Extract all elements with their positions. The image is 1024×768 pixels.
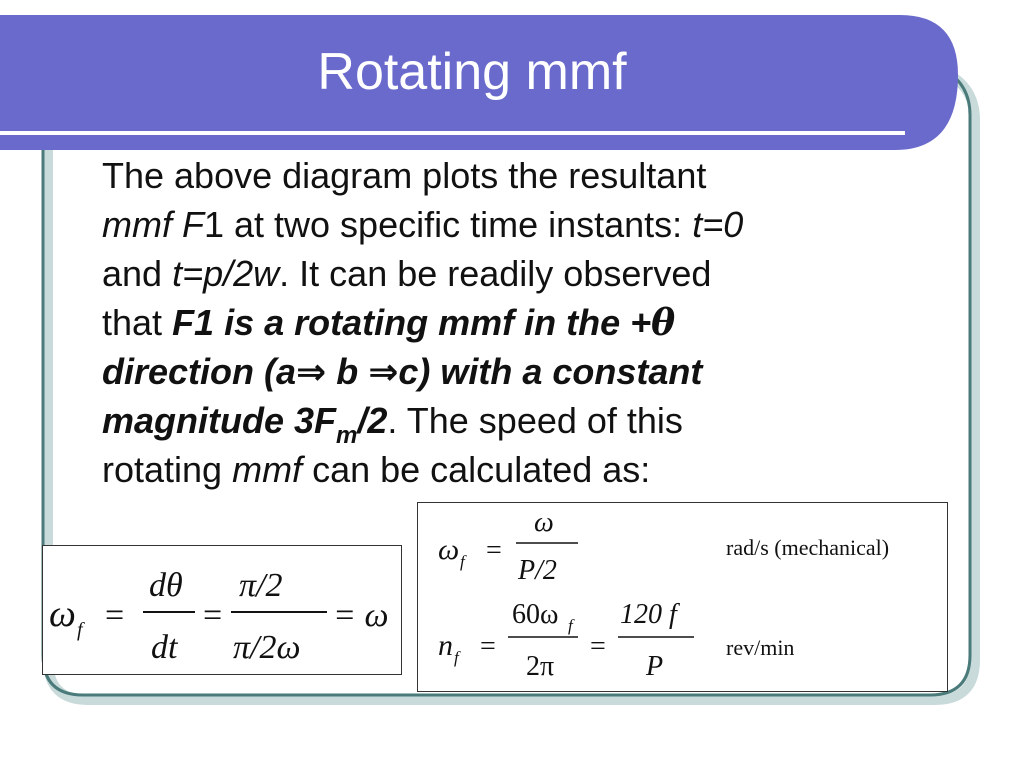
angular-speed-formula (438, 507, 889, 586)
text-run: 1 at two specific time instants: (203, 204, 693, 245)
text-run: mmf F (102, 204, 204, 245)
body-line-3 (102, 249, 902, 298)
text-run: mmf (232, 449, 303, 490)
text-run: b (326, 351, 369, 392)
body-line-1 (102, 151, 902, 200)
fraction-numerator: ω (534, 507, 554, 538)
text-run: that (102, 302, 173, 343)
theta-symbol: θ (651, 302, 676, 344)
text-run: c) with a constant (398, 351, 703, 392)
body-paragraph (102, 151, 902, 494)
n-symbol: n (438, 629, 453, 662)
implies-arrow-icon: ⇒ (296, 352, 327, 393)
fraction-numerator: π/2 (239, 567, 283, 604)
text-run: . It can be readily observed (279, 253, 712, 294)
text-run: and (102, 253, 173, 294)
text-run: magnitude 3F (102, 400, 337, 441)
body-line-4 (102, 298, 902, 347)
equals-sign: = (480, 631, 496, 662)
text-run: . The speed of this (387, 400, 683, 441)
text-run: rotating (102, 449, 233, 490)
equals-sign: = (590, 631, 606, 662)
subscript: f (77, 619, 83, 641)
slide-title: Rotating mmf (317, 43, 627, 101)
text-run: t=p/2w (172, 253, 280, 294)
equals-sign: = (203, 597, 223, 634)
body-line-6 (102, 396, 902, 449)
text-run: F1 is a rotating mmf in the + (172, 302, 652, 343)
fraction-numerator: dθ (149, 567, 183, 604)
speed-formulas (417, 502, 948, 692)
fraction-numerator: 60ω (512, 599, 559, 630)
fraction-denominator: dt (151, 629, 178, 666)
text-run: t=0 (692, 204, 744, 245)
omega-symbol: ω (438, 533, 460, 566)
unit-label: rad/s (mechanical) (726, 535, 890, 560)
text-run: direction (a (102, 351, 297, 392)
text-run: /2 (357, 400, 388, 441)
subscript: m (336, 422, 358, 449)
subscript: f (460, 552, 465, 571)
fraction-denominator: π/2ω (233, 629, 301, 666)
equals-sign: = (486, 535, 502, 566)
fraction-denominator: P/2 (518, 555, 557, 586)
subscript: f (454, 648, 459, 667)
fraction-denominator: P (646, 651, 664, 682)
body-line-5 (102, 347, 902, 396)
text-run: can be calculated as: (302, 449, 651, 490)
text-run: The above diagram plots the resultant (102, 155, 707, 196)
speed-derivation-equation (42, 545, 402, 675)
rpm-formula (438, 599, 794, 682)
fraction-denominator: 2π (526, 651, 555, 682)
implies-arrow-icon: ⇒ (368, 352, 399, 393)
unit-label: rev/min (726, 635, 795, 660)
result: = ω (333, 597, 389, 634)
subscript: f (568, 616, 573, 635)
fraction-numerator: 120 f (620, 599, 677, 630)
body-line-7 (102, 445, 902, 494)
body-line-2 (102, 200, 902, 249)
equals-sign: = (105, 597, 125, 634)
omega-symbol: ω (49, 593, 76, 635)
